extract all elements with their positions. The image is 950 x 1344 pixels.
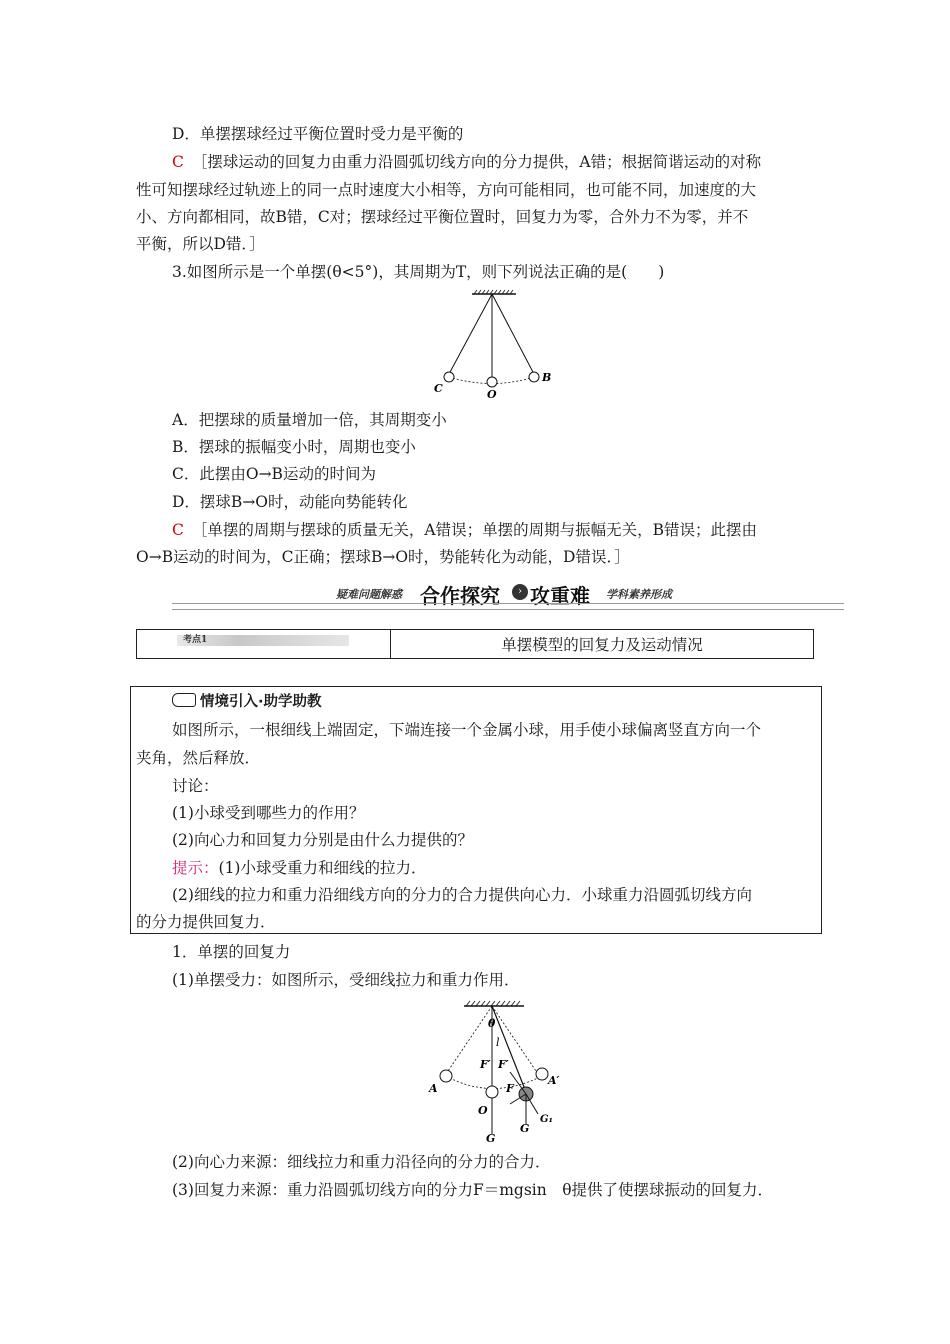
kaodian-tag: 考点1 xyxy=(177,635,349,646)
scenario-p1: 如图所示，一根细线上端固定，下端连接一个金属小球，用手使小球偏离竖直方向一个 xyxy=(172,721,762,739)
hand-icon xyxy=(172,693,196,707)
ap-label: A′ xyxy=(548,1074,560,1087)
hint-line2: (2)细线的拉力和重力沿细线方向的分力的合力提供向心力．小球重力沿圆弧切线方向 xyxy=(172,886,752,904)
fp1-label: F′ xyxy=(480,1058,491,1071)
section1-title: 1．单摆的回复力 xyxy=(172,943,291,961)
section-banner: 疑难问题解惑 合作探究 › 攻重难 学科素养形成 xyxy=(172,582,844,610)
f-label: F xyxy=(506,1082,514,1095)
answer3-line2: O→B运动的时间为，C正确；摆球B→O时，势能转化为动能，D错误．］ xyxy=(136,548,630,566)
section1-p1: (1)单摆受力：如图所示，受细线拉力和重力作用． xyxy=(172,971,520,989)
label-b: B xyxy=(542,371,552,384)
pendulum-force-figure xyxy=(424,996,574,1144)
kaodian-box xyxy=(136,629,814,659)
l-label: l xyxy=(496,1036,500,1049)
fp2-label: F′ xyxy=(498,1058,509,1071)
arrow-icon: › xyxy=(512,584,528,600)
section1-p2: (2)向心力来源：细线拉力和重力沿径向的分力的合力． xyxy=(172,1153,551,1171)
theta-label: θ xyxy=(488,1017,496,1030)
g2-label: G xyxy=(520,1122,530,1135)
label-o: O xyxy=(487,388,497,400)
option-d: D．单摆摆球经过平衡位置时受力是平衡的 xyxy=(172,125,464,143)
label-c: C xyxy=(434,382,443,395)
option-b: B．摆球的振幅变小时，周期也变小 xyxy=(172,438,416,456)
answer2-line3: 小、方向都相同，故B错，C对；摆球经过平衡位置时，回复力为零，合外力不为零，并不 xyxy=(136,208,749,226)
g1sub-label: G₁ xyxy=(540,1114,553,1125)
scenario-p2: 夹角，然后释放． xyxy=(136,749,261,767)
a-label: A xyxy=(429,1082,438,1095)
answer2-line2: 性可知摆球经过轨迹上的同一点时速度大小相等，方向可能相同，也可能不同，加速度的大 xyxy=(136,181,757,199)
answer2-line4: 平衡，所以D错．］ xyxy=(136,235,265,253)
answer-letter: C xyxy=(172,153,184,171)
answer2-line1: C ［摆球运动的回复力由重力沿圆弧切线方向的分力提供，A错；根据简谐运动的对称 xyxy=(172,153,762,171)
option-c: C．此摆由O→B运动的时间为 xyxy=(172,465,376,483)
discuss-q2: (2)向心力和回复力分别是由什么力提供的？ xyxy=(172,831,473,849)
option-d-q3: D．摆球B→O时，动能向势能转化 xyxy=(172,493,408,511)
section1-p3: (3)回复力来源：重力沿圆弧切线方向的分力F＝mgsin θ提供了使摆球振动的回复力． xyxy=(172,1181,774,1199)
pendulum-figure-1 xyxy=(420,288,560,400)
discuss-label: 讨论： xyxy=(172,777,219,795)
answer3-line1: C ［单摆的周期与摆球的质量无关，A错误；单摆的周期与振幅无关，B错误；此摆由 xyxy=(172,521,757,539)
kaodian-title: 单摆模型的回复力及运动情况 xyxy=(501,636,703,654)
scenario-head: 情境引入·助学助教 xyxy=(172,690,322,711)
hint-line3: 的分力提供回复力． xyxy=(136,913,276,931)
hint-line: 提示：(1)小球受重力和细线的拉力． xyxy=(172,859,427,877)
discuss-q1: (1)小球受到哪些力的作用？ xyxy=(172,804,365,822)
g1-label: G xyxy=(486,1132,496,1144)
option-a: A．把摆球的质量增加一倍，其周期变小 xyxy=(172,411,447,429)
o-label: O xyxy=(478,1104,488,1117)
question3: 3.如图所示是一个单摆(θ<5°)，其周期为T，则下列说法正确的是( ) xyxy=(172,263,665,281)
